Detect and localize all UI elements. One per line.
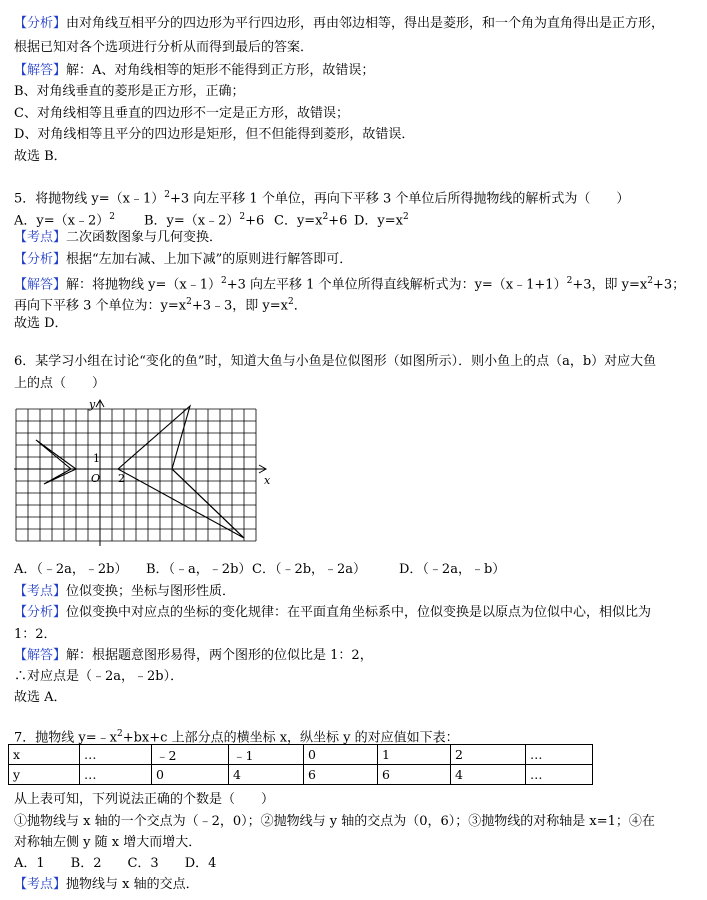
table-cell: … bbox=[526, 765, 593, 785]
q5-kaodian: 【考点】二次函数图象与几何变换． bbox=[14, 230, 223, 245]
q6-option-d: D．（﹣2a，﹣b） bbox=[399, 562, 506, 577]
tag-answer: 【解答】 bbox=[14, 648, 67, 663]
q5-option-a: A．y=（x﹣2）$^2$ bbox=[14, 212, 115, 229]
fish-shapes bbox=[36, 406, 244, 538]
q5-stem: 5．将抛物线 y=（x﹣1）$^2$+3 向左平移 1 个单位，再向下平移 3 个单位后所得抛物线的解析式为（ ） bbox=[14, 190, 630, 207]
q4-answer-line3: C、对角线相等且垂直的四边形不一定是正方形，故错误； bbox=[14, 106, 349, 121]
tick-label-2: 2 bbox=[118, 472, 125, 485]
x-axis-label: x bbox=[264, 474, 271, 487]
q6-option-c: C．（﹣2b，﹣2a） bbox=[252, 562, 367, 577]
table-row-y bbox=[9, 765, 593, 785]
small-fish bbox=[36, 440, 76, 484]
q4-analysis-line1: 【分析】由对角线互相平分的四边形为平行四边形，再由邻边相等，得出是菱形，和一个角为直角得出是正方形， bbox=[14, 16, 665, 31]
table-cell: … bbox=[80, 765, 152, 785]
q4-answer-line4: D、对角线相等且平分的四边形是矩形，但不但能得到菱形，故错误． bbox=[14, 127, 415, 142]
q7-items-line1: ①抛物线与 x 轴的一个交点为（﹣2，0）；②抛物线与 y 轴的交点为（0，6）；③抛物线的对称轴是 x=1；④在 bbox=[14, 814, 655, 829]
q5-option-b: B．y=（x﹣2）$^2$+6 bbox=[144, 212, 265, 229]
table-cell: … bbox=[80, 745, 152, 765]
q5-option-c: C．$y=x^2+6$ bbox=[274, 212, 348, 229]
table-row-x bbox=[9, 745, 593, 765]
tag-kaodian: 【考点】 bbox=[14, 230, 67, 245]
table-cell: y bbox=[9, 765, 80, 785]
q6-analysis-line1: 【分析】位似变换中对应点的坐标的变化规律：在平面直角坐标系中，位似变换是以原点为位似中心，相似比为 bbox=[14, 605, 652, 620]
fish-figure bbox=[14, 398, 276, 562]
tag-answer: 【解答】 bbox=[14, 277, 67, 293]
q6-answer-line2: ∴对应点是（﹣2a，﹣2b）． bbox=[14, 669, 184, 684]
q4-analysis-line2: 根据已知对各个选项进行分析从而得到最后的答案． bbox=[14, 40, 314, 55]
q6-choose: 故选 A． bbox=[14, 690, 67, 705]
q6-analysis-line2: 1：2． bbox=[14, 627, 57, 642]
q7-kaodian: 【考点】抛物线与 x 轴的交点． bbox=[14, 877, 199, 892]
q5-analysis: 【分析】根据“左加右减、上加下减”的原则进行解答即可． bbox=[14, 252, 353, 267]
table-cell: 2 bbox=[451, 745, 526, 765]
table-cell: ﹣1 bbox=[229, 745, 304, 765]
q5-choose: 故选 D． bbox=[14, 316, 68, 331]
q6-answer-line1: 【解答】解：根据题意图形易得，两个图形的位似比是 1：2， bbox=[14, 648, 373, 663]
q5-answer-line1: 【解答】解：将抛物线 y=（x﹣1）$^2$+3 向左平移 1 个单位所得直线解析式为：y=（x﹣1+1）$^2$+3，即 $y=x^2+3$； bbox=[14, 276, 686, 293]
grid bbox=[16, 409, 256, 541]
table-cell: 6 bbox=[378, 765, 451, 785]
tag-answer: 【解答】 bbox=[14, 63, 67, 78]
table-cell: 0 bbox=[304, 745, 378, 765]
table-cell: 6 bbox=[304, 765, 378, 785]
q7-items-line2: 对称轴左侧 y 随 x 增大而增大． bbox=[14, 835, 202, 850]
q6-options bbox=[14, 560, 505, 580]
q6-kaodian: 【考点】位似变换；坐标与图形性质． bbox=[14, 584, 236, 599]
q6-stem-line1: 6．某学习小组在讨论“变化的鱼”时，知道大鱼与小鱼是位似图形（如图所示）．则小鱼上的点（a，b）对应大鱼 bbox=[14, 354, 657, 369]
q6-option-a: A．（﹣2a，﹣2b） bbox=[14, 562, 128, 577]
tag-kaodian: 【考点】 bbox=[14, 584, 67, 599]
q4-choose: 故选 B． bbox=[14, 149, 67, 164]
q7-after-table: 从上表可知，下列说法正确的个数是（ ） bbox=[14, 792, 275, 807]
tag-analysis: 【分析】 bbox=[14, 252, 67, 267]
table-cell: 0 bbox=[152, 765, 229, 785]
q7-options: A．1 B．2 C．3 D．4 bbox=[14, 856, 217, 871]
tag-analysis: 【分析】 bbox=[14, 16, 67, 31]
tag-kaodian: 【考点】 bbox=[14, 877, 67, 892]
big-fish bbox=[118, 406, 244, 538]
q6-stem-line2: 上的点（ ） bbox=[14, 376, 106, 391]
y-axis-label: y bbox=[89, 398, 96, 411]
tag-analysis: 【分析】 bbox=[14, 605, 67, 620]
q6-option-b: B．（﹣a，﹣2b） bbox=[146, 562, 252, 577]
q7-stem: 7．抛物线 $y=﹣x^2+bx+c$ 上部分点的横坐标 x，纵坐标 y 的对应值如下表： bbox=[14, 729, 459, 746]
q4-answer-line2: B、对角线垂直的菱形是正方形，正确； bbox=[14, 84, 245, 99]
table-cell: … bbox=[526, 745, 593, 765]
q5-option-d: D．$y=x^2$ bbox=[354, 212, 409, 229]
table-cell: ﹣2 bbox=[152, 745, 229, 765]
table-cell: 4 bbox=[229, 765, 304, 785]
q4-answer-line1: 【解答】解：A、对角线相等的矩形不能得到正方形，故错误； bbox=[14, 63, 375, 78]
value-table bbox=[8, 744, 593, 785]
origin-label: O bbox=[91, 472, 101, 485]
table-cell: x bbox=[9, 745, 80, 765]
tick-label-1: 1 bbox=[93, 452, 100, 465]
table-cell: 4 bbox=[451, 765, 526, 785]
table-cell: 1 bbox=[378, 745, 451, 765]
q5-answer-line2: 再向下平移 3 个单位为：$y=x^2+3﹣3$，即 $y=x^2$． bbox=[14, 297, 307, 314]
